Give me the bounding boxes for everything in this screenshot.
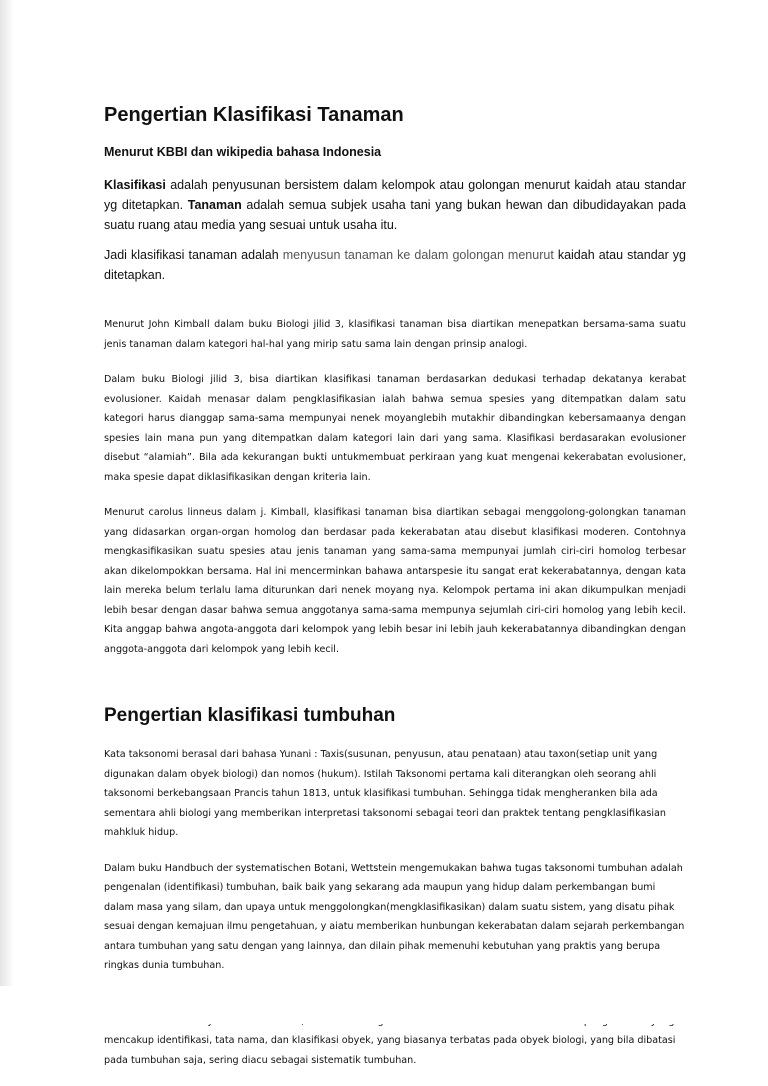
section1-title: Pengertian Klasifikasi Tanaman — [104, 104, 404, 126]
term-klasifikasi: Klasifikasi — [104, 178, 166, 192]
section1-subheading: Menurut KBBI dan wikipedia bahasa Indonesia — [104, 145, 382, 159]
definition-text-2: adalah semua subjek usaha tani yang bukan hewan dan dibudidayakan pada suatu ruang atau media yang sesuai untuk usaha itu. — [104, 198, 686, 232]
conclusion-part-1: Jadi klasifikasi tanaman adalah — [104, 248, 283, 262]
paragraph-wettstein: Dalam buku Handbuch der systematischen Botani, Wettstein mengemukakan bahwa tugas taksonomi tumbuhan adalah pengenalan (identifikasi) tumbuhan, baik baik yang sekarang ada maupun yang hidup dalam perkembangan bumi dalam masa yang silam, dan upaya untuk menggolongkan(mengklasifikasikan) dalam suatu sistem, yang disatu pihak sesuai dengan kemajuan ilmu pengetahuan, y aiatu memberikan hunbungan kekerabatan dalam sejarah perkembangan antara tumbuhan yang satu dengan yang lainnya, dan dilain pihak memenuhi kebutuhan yang praktis yang berupa ringkas dunia tumbuhan. — [104, 862, 685, 971]
spacer — [104, 675, 686, 705]
definition-text-1: adalah penyusunan bersistem dalam kelompok atau golongan menurut kaidah atau standar yg ditetapkan. — [104, 178, 686, 212]
page-edge-shadow — [0, 0, 14, 1024]
paragraph-biologi-jilid-3: Dalam buku Biologi jilid 3, bisa diartikan klasifikasi tanaman berdasarkan dedukasi terhadap dekatanya kerabat evolusioner. Kaidah menasar dalam pengklasifikasian ialah bahwa semua spesies yang ditempatkan dalam satu kategori harus dianggap sama-sama mempunyai nenek moyanglebih mutakhir dibandingkan kebersamaanya dengan spesies lain mana pun yang ditempatkan dalam kategori lain dari yang sama. Klasifikasi berdasarakan evolusioner disebut “alamiah”. Bila ada kekurangan bukti untukmembuat perkiraan yang kuat mengenai kekerabatan evolusioner, maka spesie dapat diklasifikasikan dengan kriteria lain. — [104, 374, 686, 483]
conclusion-part-3: kaidah atau standar yg ditetapkan. — [104, 248, 686, 282]
page-cutoff — [0, 986, 768, 1024]
paragraph-lawrence: mencakup identifikasi, tata nama, dan klasifikasi obyek, yang biasanya terbatas pada obyek biologi, yang bila dibatasi pada tumbuhan saja, sering diacu sebagai sistematik tumbuhan. — [104, 1035, 676, 1066]
conclusion-paragraph — [104, 245, 686, 285]
paragraph-taksonomi: Kata taksonomi berasal dari bahasa Yunani : Taxis(susunan, penyusun, atau penataan) atau taxon(setiap unit yang digunakan dalam obyek biologi) dan nomos (hukum). Istilah Taksonomi pertama kali diterangkan oleh seorang ahli taksonomi berkebangsaan Prancis tahun 1813, untuk klasifikasi tumbuhan. Sehingga tidak mengheranken bila ada sementara ahli biologi yang memberikan interpretasi taksonomi sebagai teori dan praktek tentang pengklasifikasian mahkluk hidup. — [104, 749, 666, 838]
paragraph-kimball: Menurut John Kimball dalam buku Biologi jilid 3, klasifikasi tanaman bisa diartikan menepatkan bersama-sama suatu jenis tanaman dalam kategori hal-hal yang mirip satu sama lain dengan prinsip analogi. — [104, 319, 686, 350]
section2-title: Pengertian klasifikasi tumbuhan — [104, 705, 396, 726]
paragraph-linneus: Menurut carolus linneus dalam j. Kimball, klasifikasi tanaman bisa diartikan sebagai menggolong-golongkan tanaman yang didasarkan organ-organ homolog dan berdasar pada kekerabatan atau disebut klasifikasi moderen. Contohnya mengkasifikasikan suatu spesies atau jenis tanaman yang sama-sama mempunyai jumlah ciri-ciri homolog terbesar akan dikelompokkan bersama. Hal ini mencerminkan bahawa antarspesie itu sangat erat kekerabatannya, dengan kata lain mereka belum terlalu lama diturunkan dari nenek moyang nya. Kelompok pertama ini akan dikumpulkan menjadi lebih besar dengan dasar bahwa semua anggotanya sama-sama mempunya sejumlah ciri-ciri homolog yang lebih kecil. Kita anggap bahwa angota-anggota dari kelompok yang lebih besar ini lebih jauh kekerabatannya dibandingkan dengan anggota-anggota dari kelompok yang lebih kecil. — [104, 507, 686, 655]
document-content — [104, 104, 686, 1086]
term-tanaman: Tanaman — [187, 198, 242, 212]
definition-paragraph — [104, 175, 686, 235]
spacer — [104, 295, 686, 315]
conclusion-part-2: menyusun tanaman ke dalam golongan menurut — [282, 248, 554, 262]
